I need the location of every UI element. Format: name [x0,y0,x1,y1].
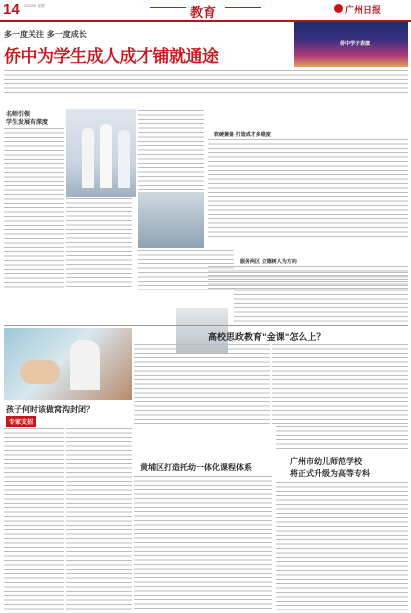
section-rule-left [150,7,186,8]
logo-icon [334,4,343,13]
dental-body-text [4,428,64,610]
left-body-text [4,128,64,288]
photo-caption: 侨中学子表演 [340,41,371,47]
student-figure-2 [100,124,112,188]
masthead-meta: 2023年 星期 [24,4,45,8]
section-title: 教育 [190,6,217,21]
ideology-body-text-2 [272,344,408,424]
student-figure-3 [118,130,130,188]
middle-heading-1: 软硬兼备 打造成才多维度 [214,132,271,138]
campus-photo [138,192,204,248]
right-upper-text [276,426,408,452]
right-body-text [234,272,408,322]
page-number: 14 [3,1,20,18]
kindergarten-school-headline-2: 将正式升级为高等专科 [290,469,370,478]
section-rule-right [225,7,261,8]
child-figure [20,360,60,384]
middle-body-text [208,139,408,239]
middle-photo-caption-text [138,110,204,190]
middle-heading-2: 服务两区 立德树人为方向 [240,259,297,265]
left-body-text-2 [66,198,132,288]
ideology-course-headline: 高校思政教育"金课"怎么上？ [208,333,326,343]
dentist-figure [70,340,100,390]
section-divider [4,325,408,326]
expert-tip-tag: 专家支招 [6,416,36,427]
dental-headline: 孩子何时该做窝沟封闭？ [6,405,94,414]
huangpu-headline: 黄埔区打造托幼一体化课程体系 [140,463,252,472]
huangpu-body-text [134,476,272,610]
dental-body-text-2 [66,428,132,610]
ideology-body-text [134,344,270,424]
left-heading-2: 学生发展有深度 [6,119,49,126]
student-figure-1 [82,128,94,188]
left-heading-1: 名师引领 [6,111,31,118]
kindergarten-school-headline-1: 广州市幼儿师范学校 [290,457,362,466]
lead-kicker: 多一度关注 多一度成长 [4,30,87,39]
kindergarten-body-text [276,482,408,610]
lead-paragraph [4,70,408,94]
newspaper-logo: 广州日报 [345,6,382,16]
lead-headline: 侨中为学生成人成才铺就通途 [4,47,219,67]
